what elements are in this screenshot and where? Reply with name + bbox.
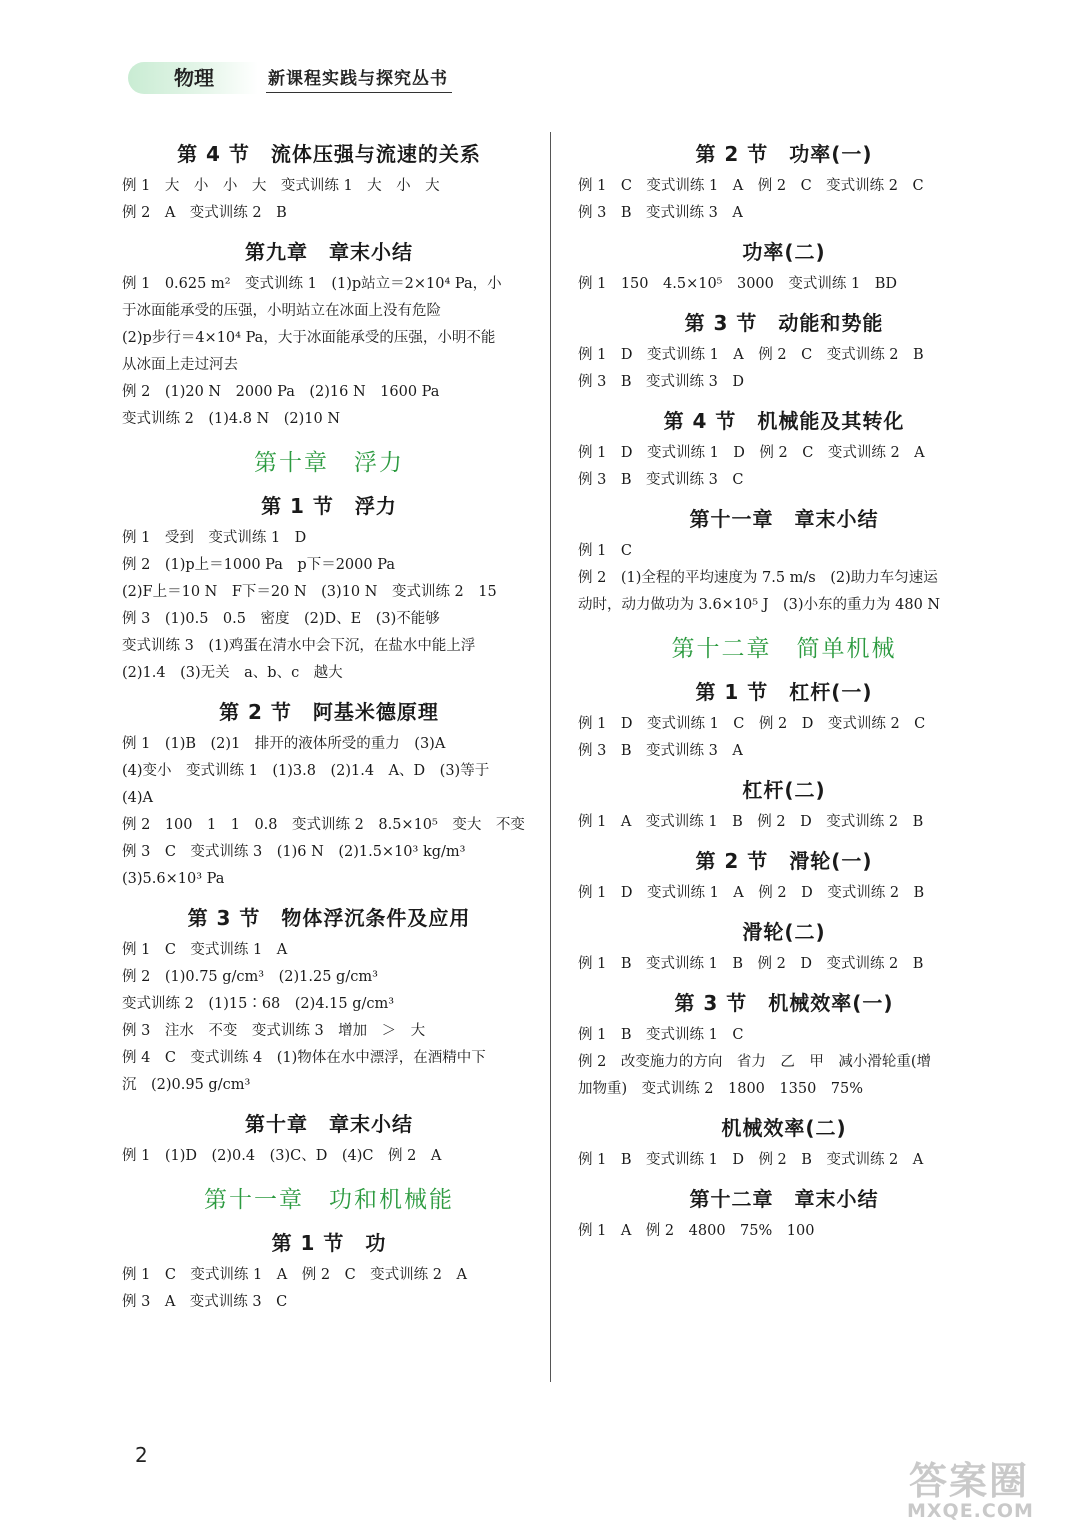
section-heading: 第九章 章末小结	[245, 240, 413, 264]
answer-line: 变式训练 2 (1)15∶68 (2)4.15 g/cm³	[122, 996, 395, 1012]
answer-line: 例 1 150 4.5×10⁵ 3000 变式训练 1 BD	[578, 276, 897, 292]
answer-line: 例 2 (1)p上＝1000 Pa p下＝2000 Pa	[122, 557, 395, 573]
header-rule	[266, 92, 452, 93]
answer-line: 例 1 (1)D (2)0.4 (3)C、D (4)C 例 2 A	[122, 1148, 442, 1164]
answer-line: 例 1 A 例 2 4800 75% 100	[578, 1223, 815, 1239]
answer-line: 例 1 0.625 m² 变式训练 1 (1)p站立＝2×10⁴ Pa，小	[122, 276, 502, 292]
section-heading: 第 3 节 机械效率(一)	[674, 991, 894, 1015]
section-heading: 第十章 章末小结	[245, 1112, 413, 1136]
section-heading: 功率(二)	[742, 240, 826, 264]
section-heading: 第 4 节 流体压强与流速的关系	[177, 142, 481, 166]
watermark-text: 答案圈	[909, 1459, 1030, 1503]
answer-line: 例 3 B 变式训练 3 C	[578, 472, 744, 488]
answer-line: 例 1 B 变式训练 1 C	[578, 1027, 744, 1043]
section-heading: 第十二章 章末小结	[689, 1187, 879, 1211]
chapter-heading: 第十一章 功和机械能	[204, 1187, 454, 1213]
answer-line: 例 3 A 变式训练 3 C	[122, 1294, 288, 1310]
page-header	[128, 62, 468, 96]
section-heading: 第 3 节 动能和势能	[684, 311, 884, 335]
answer-line: 变式训练 3 (1)鸡蛋在清水中会下沉，在盐水中能上浮	[122, 638, 476, 654]
right-column	[578, 135, 990, 1245]
section-heading: 机械效率(二)	[721, 1116, 847, 1140]
chapter-heading: 第十章 浮力	[254, 450, 404, 476]
answer-line: 例 2 (1)20 N 2000 Pa (2)16 N 1600 Pa	[122, 384, 440, 400]
answer-line: 例 1 大 小 小 大 变式训练 1 大 小 大	[122, 178, 440, 194]
answer-line: (3)5.6×10³ Pa	[122, 871, 225, 887]
section-heading: 第 2 节 滑轮(一)	[695, 849, 873, 873]
answer-line: 例 3 (1)0.5 0.5 密度 (2)D、E (3)不能够	[122, 611, 440, 627]
section-heading: 第十一章 章末小结	[689, 507, 879, 531]
answer-line: 例 3 B 变式训练 3 D	[578, 374, 744, 390]
answer-line: 例 1 (1)B (2)1 排开的液体所受的重力 (3)A	[122, 736, 446, 752]
answer-line: 例 1 D 变式训练 1 D 例 2 C 变式训练 2 A	[578, 445, 925, 461]
answer-line: 例 3 B 变式训练 3 A	[578, 205, 743, 221]
answer-line: 例 2 100 1 1 0.8 变式训练 2 8.5×10⁵ 变大 不变	[122, 817, 525, 833]
answer-line: 例 1 C 变式训练 1 A 例 2 C 变式训练 2 A	[122, 1267, 467, 1283]
section-heading: 第 1 节 功	[271, 1231, 387, 1255]
section-heading: 第 2 节 阿基米德原理	[219, 700, 439, 724]
answer-line: (4)变小 变式训练 1 (1)3.8 (2)1.4 A、D (3)等于	[122, 763, 490, 779]
answer-line: 例 1 D 变式训练 1 C 例 2 D 变式训练 2 C	[578, 716, 926, 732]
answer-line: 于冰面能承受的压强，小明站立在冰面上没有危险	[122, 303, 441, 319]
left-column	[122, 135, 536, 1316]
section-heading: 第 4 节 机械能及其转化	[663, 409, 905, 433]
subject-label: 物理	[128, 62, 258, 94]
answer-line: 动时，动力做功为 3.6×10⁵ J (3)小东的重力为 480 N	[578, 597, 941, 613]
answer-line: 例 2 (1)0.75 g/cm³ (2)1.25 g/cm³	[122, 969, 378, 985]
answer-line: 变式训练 2 (1)4.8 N (2)10 N	[122, 411, 341, 427]
answer-line: 例 2 A 变式训练 2 B	[122, 205, 287, 221]
watermark-logo	[905, 1450, 1070, 1530]
section-heading: 滑轮(二)	[742, 920, 826, 944]
answer-line: (4)A	[122, 790, 154, 806]
answer-line: 例 1 D 变式训练 1 A 例 2 C 变式训练 2 B	[578, 347, 924, 363]
answer-line: (2)p步行＝4×10⁴ Pa，大于冰面能承受的压强，小明不能	[122, 330, 496, 346]
answer-line: 加物重) 变式训练 2 1800 1350 75%	[578, 1081, 864, 1097]
section-heading: 第 1 节 浮力	[261, 494, 397, 518]
answer-line: 例 1 受到 变式训练 1 D	[122, 530, 307, 546]
section-heading: 杠杆(二)	[742, 778, 826, 802]
section-heading: 第 2 节 功率(一)	[695, 142, 873, 166]
answer-line: 例 1 D 变式训练 1 A 例 2 D 变式训练 2 B	[578, 885, 925, 901]
series-title: 新课程实践与探究丛书	[268, 69, 448, 89]
answer-line: (2)F上＝10 N F下＝20 N (3)10 N 变式训练 2 15	[122, 584, 497, 600]
watermark-url: MXQE.COM	[907, 1500, 1034, 1522]
section-heading: 第 1 节 杠杆(一)	[695, 680, 873, 704]
chapter-heading: 第十二章 简单机械	[671, 636, 897, 662]
answer-line: 从冰面上走过河去	[122, 357, 238, 373]
answer-line: 例 2 改变施力的方向 省力 乙 甲 减小滑轮重(增	[578, 1054, 931, 1070]
answer-line: 沉 (2)0.95 g/cm³	[122, 1077, 251, 1093]
answer-line: 例 2 (1)全程的平均速度为 7.5 m/s (2)助力车匀速运	[578, 570, 938, 586]
answer-line: 例 3 B 变式训练 3 A	[578, 743, 743, 759]
column-divider	[550, 132, 551, 1382]
answer-line: 例 3 注水 不变 变式训练 3 增加 ＞ 大	[122, 1023, 426, 1039]
answer-line: 例 1 B 变式训练 1 D 例 2 B 变式训练 2 A	[578, 1152, 924, 1168]
answer-line: 例 3 C 变式训练 3 (1)6 N (2)1.5×10³ kg/m³	[122, 844, 466, 860]
answer-line: 例 1 B 变式训练 1 B 例 2 D 变式训练 2 B	[578, 956, 924, 972]
section-heading: 第 3 节 物体浮沉条件及应用	[187, 906, 471, 930]
answer-line: 例 1 C 变式训练 1 A 例 2 C 变式训练 2 C	[578, 178, 924, 194]
answer-line: 例 1 C 变式训练 1 A	[122, 942, 288, 958]
answer-line: 例 1 A 变式训练 1 B 例 2 D 变式训练 2 B	[578, 814, 924, 830]
page-number: 2	[135, 1443, 148, 1467]
answer-line: 例 4 C 变式训练 4 (1)物体在水中漂浮，在酒精中下	[122, 1050, 486, 1066]
answer-line: 例 1 C	[578, 543, 632, 559]
answer-line: (2)1.4 (3)无关 a、b、c 越大	[122, 665, 343, 681]
